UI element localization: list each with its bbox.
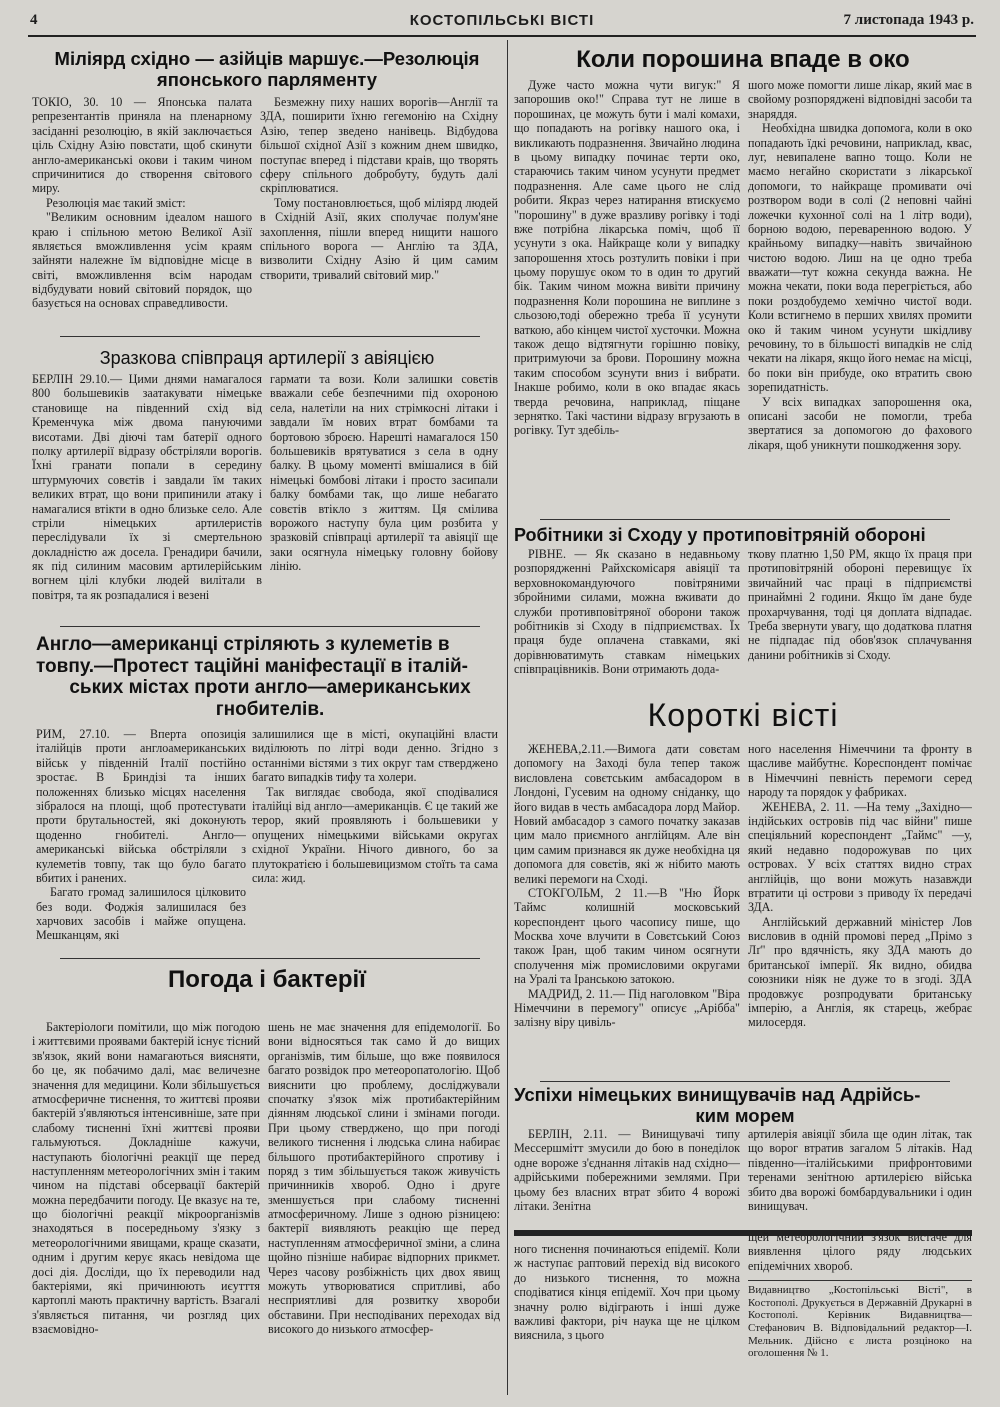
paragraph: РІВНЕ. — Як сказано в недавньому розпорядженні Райхскомісаря авіяції та верховнокомандуючого повітряними збройними силами, можна вживати до служби противповітряної оборони також робітників зі Сходу в підприємствах. Їх праця буде оплачена ставками, які дорівнюватимуть ставкам німецьких співпрацівників. Вони отримають дода- [514,547,740,677]
paragraph: Дуже часто можна чути вигук:" Я запорошив око!" Справа тут не лише в порошинах, це можуть бути і малі комахи, що попадають на рогівку нашого ока, і викликають подразнення. Звичайно людина в цьому випадку починає терти око, стараючись таким чином усунути предмет подразнення. Але саме цього не слід робити. Якраз через натирання втискуємо "порошину" в дуже вразливу рогівку і тоді вже потрібна лікарська поміч, щоб її усунути з ока. Найкраще коли у випадку запорошення хтось розтулить повіки і при цьому порушує оком то в один то другий бік. Таким чином можна вивіти причину подразнення Коли порошина не виплине з сльозою,тоді обережно треба її усунути ваткою, або кінцем чистої хусточки. Можна також дещо відтягнути горішню повіку, притримуючи за брови. Порошину можна таким способом зсунути вниз і вибрати. Інакше робимо, коли в око впадає якась тверда речовина, наприклад, піщане зернятко. Такі частини відразу вгрузають в рогівку. Тут здебіль- [514,78,740,438]
headline-line: Англо—американці стріляють з кулеметів в [36,634,450,655]
paragraph: Так виглядає свобода, якої сподівалися італійці від англо—американців. Є це такий же терор, який проявляють і большевики у опущених німецькими військами округах східної України. Нічого дивного, бо за плутократією і большевицизмом стоїть та сама сила: жид. [252,784,498,885]
article-separator [60,958,480,959]
imprint-rule [748,1280,972,1281]
masthead-rule [28,35,976,37]
headline-line: ким морем [695,1105,795,1127]
paragraph: СТОКГОЛЬМ, 2 11.—В "Ню Йорк Таймс колишній московський кореспондент цього часопису пише, що Москва хоче влучити в Совєтський Союз також Іран, щоб таким чином осягнути сполучення між промисловими округами на Уралі та Іранською затокою. [514,885,740,987]
article-short-news-col1 [514,742,740,1080]
headline-artillery-aviation: Зразкова співпраця артилерії з авіяцією [99,348,435,368]
article-artillery-col1 [32,372,262,617]
paragraph: Резолюція має такий зміст: [46,195,186,210]
paragraph: МАДРИД, 2. 11.— Під наголовком "Віра Німеччини в перемогу" описує „Арібба" залізну віру цивіль- [514,986,740,1030]
newspaper-name: КОСТОПІЛЬСЬКІ ВІСТІ [409,12,595,29]
paragraph: ЖЕНЕВА, 2. 11. —На тему „Західно—індійських островів під час війни" пише спеціяльний кореспондент „Таймс" —у, який недавно подорожував по цих островах. У всіх статтях видно страх англійців, що вони можуть назавжди втратити ці острови з приводу їх передачі ЗДА. [748,799,972,915]
article-continuation-col2 [748,1230,972,1278]
article-billion-asians-col2 [260,95,498,327]
publisher-imprint [748,1284,972,1394]
article-weather-col1 [32,1020,260,1398]
paragraph: ного населення Німеччини та фронту в щасливе майбутнє. Кореспондент помічає в Німеччині певність перемоги серед народу та порядок у фабриках. [748,742,972,800]
paragraph: гармати та вози. Коли залишки совєтів вважали себе безпечними під охороною села, налетіли на них стрімкосні літаки і завдали їм нових втрат бомбами та бортовою зброєю. Нарешті намагалося 150 большевиків врятуватися з села в одну балку. В цьому моменті вмішалися в бій німецькі бомбові літаки і просто засипали балку бомбами так, що лише небагато совєтів втікло з життям. Ця смілива ворожого наступу була цим розбита у зразковій співпраці артилерії та авіяції ще заки осягнула німецьку головну бойову лінію. [270,372,498,574]
headline-short-news: Короткі вісті [647,697,839,733]
headline-weather-bacteria: Погода і бактерії [168,966,366,993]
imprint-text: Видавництво „Костопільські Вісті", в Костополі. Друкується в Державній Друкарні в Костополі. Керівник Видавництва—Стефанович В. Відповідальний редактор—І. Мельник. Дійсно є листа розціноко на оголошення № 1. [748,1284,972,1360]
issue-date: 7 листопада 1943 р. [843,12,974,28]
headline-line: Успіхи німецьких винищувачів над Адрійсь- [514,1084,921,1105]
paragraph: ТОКІО, 30. 10 — Японська палата репрезентантів приняла на пленарному засіданні резолюцію, в якій заключається ціль Східну Азію повстати, щоб скинути англо-американські окови і таким чином спричинитися до створення світового миру. [32,95,252,196]
article-short-news-col2 [748,742,972,1080]
paragraph: артилерія авіяції збила ще один літак, так що ворог втратив загалом 5 літаків. Над південно—італійськими прифронтовими теренами зенітною артилерією війська збито два ворожі бомбардувальники і один винищувач. [748,1127,972,1213]
article-eastern-workers-col2 [748,547,972,697]
article-separator [60,626,480,627]
paragraph: Необхідна швидка допомога, коли в око попадають їдкі речовини, наприклад, квас, луг, невипалене вапно тощо. Коли не маємо негайно скористати з лікарської допомоги, то найкраще промивати очі розтвором води в солі (2 неповні чайні ложечки кухонної солі на 1 літр води), борною водою, переваренною водою. У крайньому випадку—навіть звичайною чистою водою. Лиш на це одно треба вважати—тут кожна секунда важна. Не можна чекати, поки вода перегріється, або поки роздобудемо хемічно чистої води. Коли встигнемо в перших хвилях промити око й таким чином усунути шкідливу речовину, то в більшості випадків не слід чекати на лікаря, якщо його немає на місці, бо поки він прибуде, око втратить свою зорепидатність. [748,121,972,395]
paragraph: щей метеорологічний з'язок вистаче для виявлення цілого ряду людських епідемічних хвороб. [748,1230,972,1273]
article-separator [60,336,480,337]
article-continuation-col1 [514,1242,740,1392]
article-artillery-col2 [270,372,498,617]
headline-billion-asians: Міліярд східно — азійців маршує.—Резолюція японського парляменту [54,48,480,91]
paragraph: "Великим основним ідеалом нашого краю і спільною метою Великої Азії являється вможливлення усім краям зайняти належне їм відповідне місце в світі, вможливлення всім народам відбудувати новий світовий порядок, що базується на основах справедливости. [32,210,252,311]
headline-line: ських містах проти англо—американських [69,677,471,699]
article-fighters-col1 [514,1127,740,1227]
paragraph: РИМ, 27.10. — Вперта опозиція італійців проти англоамериканських військ у південній Італії постійно зростає. В Бриндізі та інших положеннях близько місцях населення зібралося на площі, щоб протестувати проти брутальностей, які доконують щоденно гнобителі. Англо—американські війська обстріляли з кулеметів товпу, так що було багато вбитих і ранених. [36,727,246,885]
article-weather-col2 [268,1020,500,1398]
article-machine-guns-col2 [252,727,498,952]
headline-fighters-adriatic [514,1084,976,1126]
article-billion-asians-col1 [32,95,252,327]
article-separator [540,519,950,520]
headline-line: товпу.—Протест таційні маніфестації в італій- [36,655,469,677]
headline-eastern-workers: Робітники зі Сходу у протиповітряній обороні [514,525,926,545]
paragraph: Багато громад залишилося цілковито без води. Фоджія залишилася без харчових засобів і майже опущена. Мешканцям, які [36,885,246,943]
paragraph: БЕРЛІН 29.10.— Цими днями намагалося 800 большевиків заатакувати німецьке становище на південний схід від Кременчука між двома пануючими висотами. Дві діючі там батерії одного полку артилерії відразу обстріляли ворогів. Їхні гранати попали в середину штурмуючих совєтів і завдали їм таких великих втрат, що вони припинили атаку і намагалися втікти в одно близьке село. Але стріли німецьких артилеристів переслідували їх зі смертельною докладністю аж досела. Гренадири бачили, як під силиним масовим артилерійським вогнем цілі клубки людей вилітали в повітря, та як розпадалися і везені [32,372,262,602]
article-eastern-workers-col1 [514,547,740,697]
article-fighters-col2 [748,1127,972,1227]
headline-dust-in-eye: Коли порошина впаде в око [576,46,910,73]
paragraph: Тому постановлюється, щоб міліярд людей в Східній Азії, яких сполучає полум'яне захоплення, пішли вперед нищити нашого спільного ворога — Англію та ЗДА, визволити Східну Азію й цим самим створити, тривалий світовий мир." [260,195,498,282]
paragraph: Безмежну пиху наших ворогів—Англії та ЗДА, поширити їхню гегемонію на Східну Азію, тепер зведено нанівець. Відбудова більшої східної Азії з кожним днем швидко, поступає вперед і підстави краів, що творять сферу спільного добробуту, будуть далі скріплюватися. [260,95,498,196]
article-dust-in-eye-col1 [514,78,740,514]
paragraph: Англійський державний міністер Лов висловив в одній промові перед „Прімо з Лґ" про вдячність, яку ЗДА мають до британської імперії. Як видно, обидва союзники ніяк не дуже то в згоді. ЗДА продовжує розпродувати британську імперію, а Англія, як старець, жебрає милосердя. [748,914,972,1030]
paragraph: ткову платню 1,50 РМ, якщо їх праця при протиповітряній обороні перевищує їх звичайний час праці в підприємстві принаймні 2 години. Якщо їм дане буде прохарчування, тоді ця доплата відпадає. Треба звернути увагу, що додаткова платня не підпадає під обов'язок сплачування данини робітників зі Сходу. [748,547,972,662]
paragraph: ЖЕНЕВА,2.11.—Вимога дати совєтам допомогу на Заході була тепер також висловлена совєтським амбасадором в Лондоні, Гусевим на одному сніданку, що його видав в честь амбасадора лорд Майор. Новий амбасадор з самого початку заказав цим мало приємного англійцям. Але він цим самим признався як дуже необхідна ця допомога для совєтів, які ж нібито мають великі перемоги на Сході. [514,742,740,886]
page-number: 4 [30,12,38,28]
article-dust-in-eye-col2 [748,78,972,514]
paragraph: залишилися ще в місті, окупаційні власти виділюють по літрі води денно. Згідно з останніми вістями з тих округ там стверджено багато випадків тифу та холери. [252,727,498,785]
paragraph: ного тиснення починаються епідемії. Коли ж наступає раптовий перехід від високого до низького тиснення, то можна сподіватися кінця епідемії. Хоч при цьому значну ролю відіграють і інші дуже важливі фактори, річ наука ще не цілком вияснила, з цього [514,1242,740,1343]
article-machine-guns-col1 [36,727,246,952]
paragraph: У всіх випадках запорошення ока, описані засоби не помогли, треба звертатися за допомогою до фахового лікаря, щоб уникнути пошкодження зору. [748,394,972,452]
paragraph: Бактеріологи помітили, що між погодою і життєвими проявами бактерій існує тісний зв'язок, який вони намагаються виясняти, бо це, як побачимо далі, має величезне значення для медицини. Коли збільшується атмосферичне тиснення, то життєві прояви бактерій з'являються інтенсивніше, зате при слабому тисненні їхні життєві прояви гальмуються. Докладніше кажучи, наступають біологічні реакції ще перед наступленням метеорологічних змін і таким чином на підставі обсервації бактерій можна передбачити погоду. Це вказує на те, що біологічні реакції мікроорганізмів знаходяться в посередньому з'язку з метеорологічними явищами, краще сказати, одним і другим керує якась невідома ще досі дія. Досліди, що їх переводили над бактеріями, які причинюють иєутття картоплі мають практичну вартість. Взагалі з'являється питання, чи розгляд цих взаємовідно- [32,1020,260,1337]
headline-line: гнобителів. [215,698,325,720]
article-separator [540,1081,950,1082]
column-divider [507,40,508,1395]
paragraph: БЕРЛІН, 2.11. — Винищувачі типу Мессершмітт змусили до бою в понеділок одне вороже з'єднання літаків над східно—адрійськими побережними землями. При цьому без власних втрат збито 4 ворожі літаки. Зенітна [514,1127,740,1213]
headline-machine-guns [36,634,504,721]
paragraph: шень не має значення для епідемології. Бо вони відносяться так само й до вищих організмів, тим більше, що вже появилося багато розвідок про метеоропатологію. Щоб вияснити цю проблему, досліджували спочатку з'язок між протибактерійним діянням людської слини і змінами погоди. При цьому стверджено, що при погоді великого тиснення і людська слина набирає більшого протибактерійного спротиву і поряд з тим збільшується також живучість причинників хвороб. Одно і друге зменшується при слабому тисненні атмосферичному. Лише з одною різницею: бактерії виявляють реакцію ще перед наступленням атмосферичної зміни, а слина щойно пізніше набирає відпорних прикмет. Через часову розбіжність цих двох явищ можуть утворюватися спритливі, або несприятливі для розвитку хвороби обставини. При несподіваних переходах від високого до низького атмосфер- [268,1020,500,1337]
paragraph: шого може помогти лише лікар, який має в свойому розпоряджені відповідні засоби та знаряддя. [748,78,972,121]
masthead [30,8,974,34]
